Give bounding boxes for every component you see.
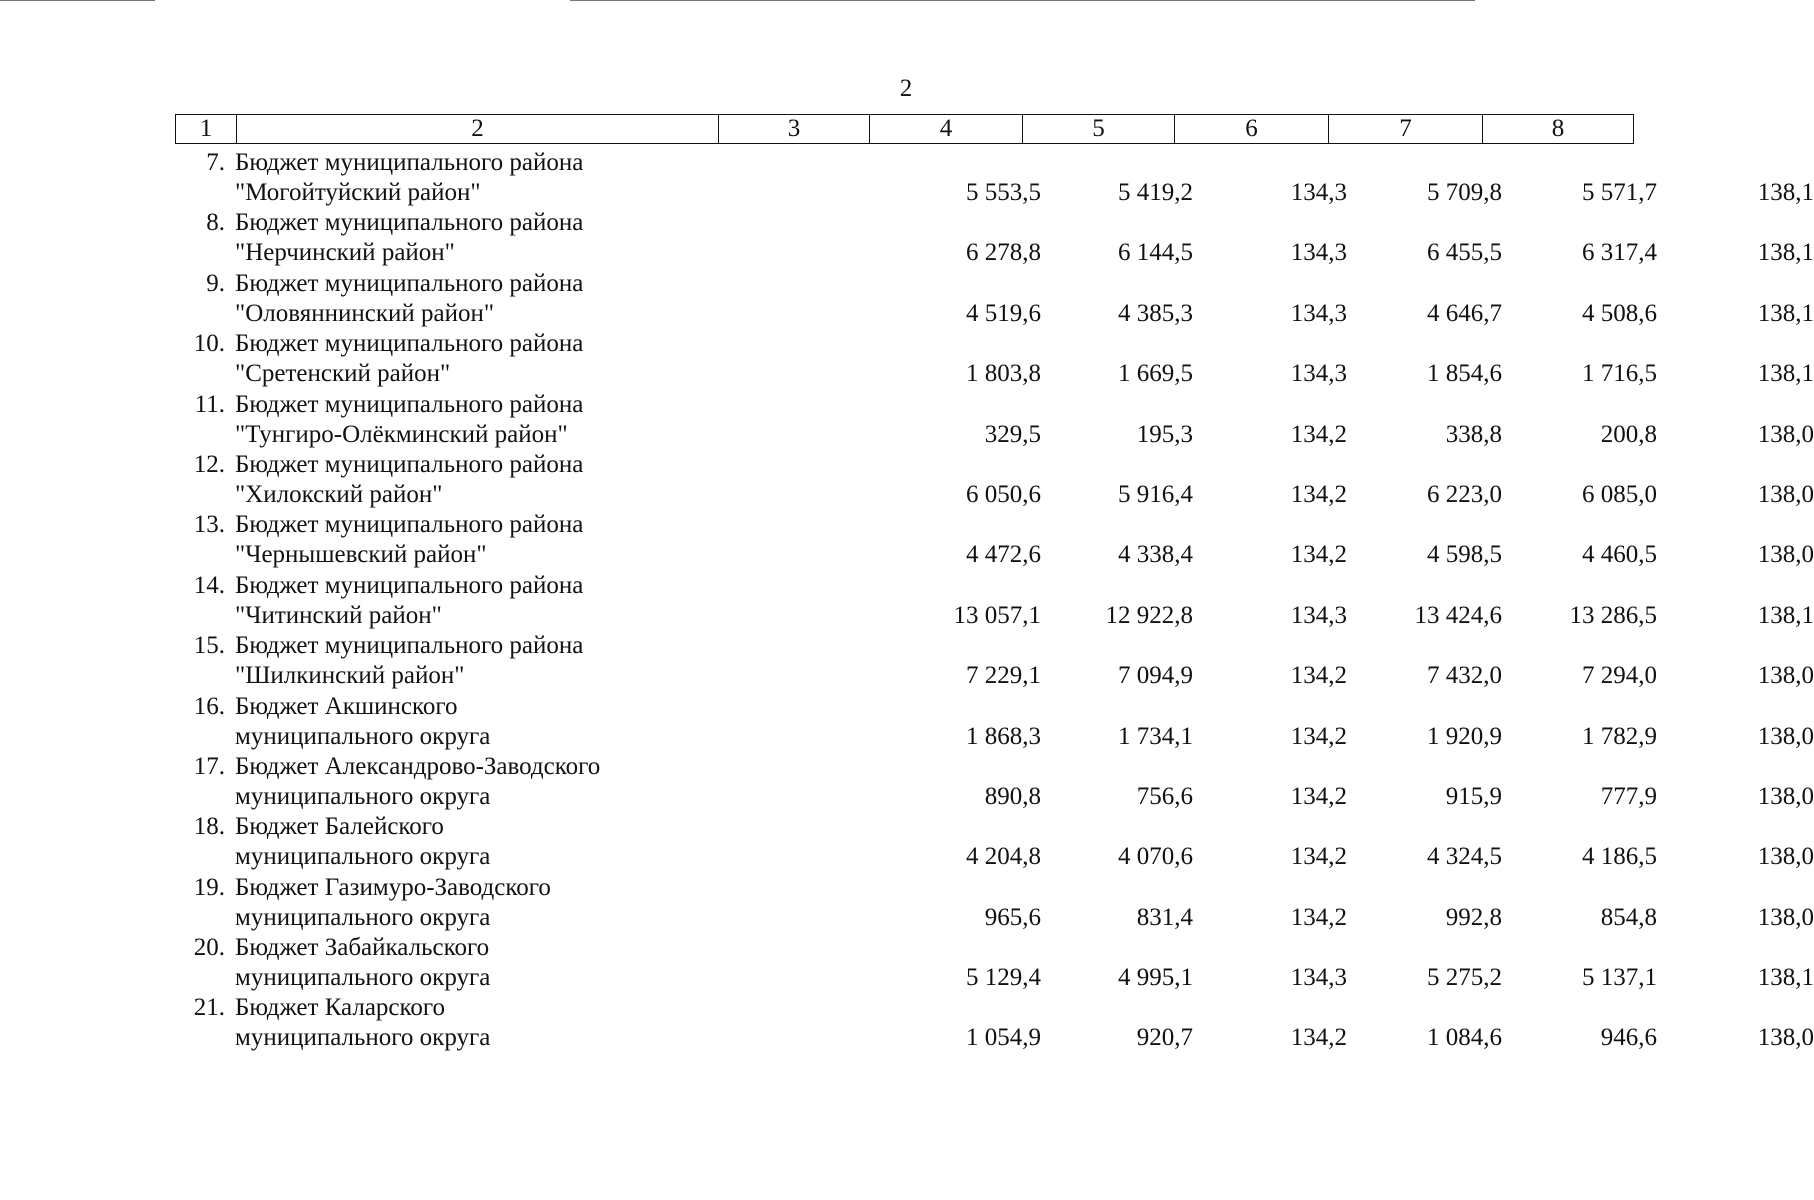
cell-col-7: 7 294,0: [1582, 662, 1657, 690]
cell-col-4: 831,4: [1136, 903, 1193, 931]
header-col-6: 6: [1175, 115, 1329, 143]
row-name-line1: Бюджет муниципального района: [235, 330, 584, 358]
table-row: [175, 148, 1814, 208]
table-header: [175, 114, 1634, 144]
cell-col-6: 915,9: [1445, 782, 1502, 810]
cell-col-5: 134,2: [1290, 722, 1347, 750]
row-name-line2: "Могойтуйский район": [235, 179, 481, 206]
cell-col-3: 5 129,4: [966, 964, 1041, 992]
scan-edge-line: [0, 0, 155, 1]
cell-col-4: 1 669,5: [1118, 360, 1193, 388]
row-name-line2: муниципального округа: [235, 782, 491, 810]
cell-col-8: 138,0: [1757, 662, 1814, 690]
cell-col-7: 4 186,5: [1582, 843, 1657, 871]
cell-col-5: 134,2: [1290, 782, 1347, 810]
cell-col-8: 138,0: [1757, 420, 1814, 448]
header-col-1: 1: [176, 115, 237, 143]
cell-col-6: 1 920,9: [1427, 722, 1502, 750]
cell-col-4: 4 995,1: [1118, 964, 1193, 992]
cell-col-8: 138,1: [1757, 601, 1814, 629]
row-name: [235, 692, 755, 752]
cell-col-8: 138,1: [1757, 360, 1814, 388]
cell-col-4: 1 734,1: [1118, 722, 1193, 750]
row-name: [235, 812, 755, 872]
row-name-line2: "Тунгиро-Олёкминский район": [235, 420, 568, 448]
cell-col-8: 138,1: [1757, 964, 1814, 992]
cell-col-4: 195,3: [1136, 420, 1193, 448]
cell-col-3: 1 803,8: [966, 360, 1041, 388]
row-name-line1: Бюджет муниципального района: [235, 149, 584, 176]
cell-col-6: 7 432,0: [1427, 662, 1502, 690]
header-col-5: 5: [1023, 115, 1175, 143]
cell-col-5: 134,3: [1290, 299, 1347, 327]
cell-col-3: 13 057,1: [953, 601, 1041, 629]
cell-col-7: 946,6: [1600, 1024, 1657, 1052]
row-name: [235, 571, 755, 631]
cell-col-6: 13 424,6: [1414, 601, 1502, 629]
cell-col-3: 7 229,1: [966, 662, 1041, 690]
row-number: 12.: [193, 450, 225, 478]
row-name-line1: Бюджет муниципального района: [235, 511, 584, 539]
cell-col-6: 992,8: [1445, 903, 1502, 931]
row-name-line2: муниципального округа: [235, 722, 491, 750]
cell-col-5: 134,2: [1290, 843, 1347, 871]
cell-col-7: 13 286,5: [1569, 601, 1657, 629]
cell-col-3: 6 278,8: [966, 239, 1041, 267]
cell-col-6: 1 084,6: [1427, 1024, 1502, 1052]
row-number: 8.: [206, 209, 225, 237]
row-number: 14.: [193, 571, 225, 599]
row-name: [235, 510, 755, 570]
row-number: 16.: [193, 692, 225, 720]
table-row: [175, 692, 1814, 752]
cell-col-5: 134,3: [1290, 964, 1347, 992]
table-body: [175, 148, 1814, 1054]
cell-col-6: 4 598,5: [1427, 541, 1502, 569]
row-number: 18.: [193, 813, 225, 841]
cell-col-3: 5 553,5: [966, 179, 1041, 206]
row-name: [235, 993, 755, 1053]
cell-col-4: 756,6: [1136, 782, 1193, 810]
row-name-line1: Бюджет муниципального района: [235, 209, 584, 237]
row-name-line1: Бюджет Балейского: [235, 813, 444, 841]
row-number: 15.: [193, 632, 225, 660]
table-row: [175, 752, 1814, 812]
cell-col-8: 138,0: [1757, 480, 1814, 508]
row-number: 9.: [206, 269, 225, 297]
cell-col-7: 1 716,5: [1582, 360, 1657, 388]
cell-col-4: 6 144,5: [1118, 239, 1193, 267]
cell-col-6: 5 275,2: [1427, 964, 1502, 992]
row-number: 7.: [206, 149, 225, 176]
cell-col-8: 138,0: [1757, 843, 1814, 871]
row-number: 10.: [193, 330, 225, 358]
table-row: [175, 571, 1814, 631]
cell-col-8: 138,0: [1757, 782, 1814, 810]
cell-col-7: 1 782,9: [1582, 722, 1657, 750]
cell-col-3: 6 050,6: [966, 480, 1041, 508]
scan-edge-line: [570, 0, 1475, 1]
cell-col-3: 4 204,8: [966, 843, 1041, 871]
cell-col-3: 890,8: [984, 782, 1041, 810]
cell-col-3: 329,5: [984, 420, 1041, 448]
row-name-line1: Бюджет муниципального района: [235, 390, 584, 418]
header-col-4: 4: [870, 115, 1023, 143]
cell-col-6: 6 455,5: [1427, 239, 1502, 267]
header-col-2: 2: [237, 115, 719, 143]
cell-col-5: 134,3: [1290, 239, 1347, 267]
cell-col-3: 1 868,3: [966, 722, 1041, 750]
cell-col-5: 134,3: [1290, 360, 1347, 388]
cell-col-4: 5 916,4: [1118, 480, 1193, 508]
header-col-7: 7: [1329, 115, 1483, 143]
cell-col-6: 6 223,0: [1427, 480, 1502, 508]
row-name: [235, 873, 755, 933]
row-name: [235, 208, 755, 268]
row-name-line2: муниципального округа: [235, 1024, 491, 1052]
cell-col-5: 134,2: [1290, 480, 1347, 508]
row-name-line1: Бюджет муниципального района: [235, 269, 584, 297]
cell-col-8: 138,0: [1757, 903, 1814, 931]
row-name-line2: "Оловяннинский район": [235, 299, 495, 327]
cell-col-7: 6 317,4: [1582, 239, 1657, 267]
row-name-line1: Бюджет муниципального района: [235, 571, 584, 599]
cell-col-7: 5 137,1: [1582, 964, 1657, 992]
row-name-line2: муниципального округа: [235, 843, 491, 871]
cell-col-5: 134,3: [1290, 601, 1347, 629]
row-number: 21.: [193, 994, 225, 1022]
row-name-line2: "Чернышевский район": [235, 541, 487, 569]
row-name-line1: Бюджет муниципального района: [235, 632, 584, 660]
cell-col-5: 134,2: [1290, 662, 1347, 690]
cell-col-7: 200,8: [1600, 420, 1657, 448]
cell-col-8: 138,1: [1757, 179, 1814, 206]
cell-col-5: 134,2: [1290, 541, 1347, 569]
table-row: [175, 390, 1814, 450]
header-col-8: 8: [1551, 115, 1565, 142]
table-row: [175, 993, 1814, 1053]
cell-col-6: 1 854,6: [1427, 360, 1502, 388]
cell-col-7: 4 508,6: [1582, 299, 1657, 327]
cell-col-4: 4 338,4: [1118, 541, 1193, 569]
table-row: [175, 329, 1814, 389]
table-row: [175, 812, 1814, 872]
row-number: 13.: [193, 511, 225, 539]
table-row: [175, 631, 1814, 691]
cell-col-5: 134,2: [1290, 420, 1347, 448]
cell-col-7: 4 460,5: [1582, 541, 1657, 569]
cell-col-7: 854,8: [1600, 903, 1657, 931]
cell-col-6: 338,8: [1445, 420, 1502, 448]
table-row: [175, 269, 1814, 329]
cell-col-7: 6 085,0: [1582, 480, 1657, 508]
row-name: [235, 450, 755, 510]
cell-col-7: 5 571,7: [1582, 179, 1657, 206]
cell-col-4: 920,7: [1136, 1024, 1193, 1052]
cell-col-4: 4 070,6: [1118, 843, 1193, 871]
row-name-line2: "Читинский район": [235, 601, 442, 629]
cell-col-6: 4 646,7: [1427, 299, 1502, 327]
cell-col-8: 138,1: [1757, 239, 1814, 267]
table-row: [175, 873, 1814, 933]
cell-col-8: 138,1: [1757, 299, 1814, 327]
cell-col-4: 5 419,2: [1118, 179, 1193, 206]
table-row: [175, 933, 1814, 993]
cell-col-3: 4 472,6: [966, 541, 1041, 569]
row-name: [235, 390, 755, 450]
row-name-line2: муниципального округа: [235, 903, 491, 931]
cell-col-7: 777,9: [1600, 782, 1657, 810]
table-row: [175, 510, 1814, 570]
row-name-line1: Бюджет Забайкальского: [235, 934, 490, 962]
table-row: [175, 208, 1814, 268]
row-number: 17.: [193, 752, 225, 780]
cell-col-8: 138,0: [1757, 541, 1814, 569]
row-name-line1: Бюджет Александрово-Заводского: [235, 752, 601, 780]
row-name-line2: "Шилкинский район": [235, 662, 465, 690]
cell-col-6: 4 324,5: [1427, 843, 1502, 871]
row-name-line1: Бюджет Акшинского: [235, 692, 458, 720]
row-name: [235, 329, 755, 389]
cell-col-8: 138,0: [1757, 1024, 1814, 1052]
row-name-line1: Бюджет Газимуро-Заводского: [235, 873, 551, 901]
header-col-3: 3: [719, 115, 870, 143]
cell-col-3: 1 054,9: [966, 1024, 1041, 1052]
row-number: 20.: [193, 934, 225, 962]
row-name-line1: Бюджет муниципального района: [235, 450, 584, 478]
row-name-line2: муниципального округа: [235, 964, 491, 992]
row-number: 19.: [193, 873, 225, 901]
row-name-line2: "Нерчинский район": [235, 239, 455, 267]
row-name-line2: "Хилокский район": [235, 480, 443, 508]
cell-col-3: 4 519,6: [966, 299, 1041, 327]
row-name: [235, 631, 755, 691]
table-row: [175, 450, 1814, 510]
row-name: [235, 933, 755, 993]
cell-col-6: 5 709,8: [1427, 179, 1502, 206]
cell-col-3: 965,6: [984, 903, 1041, 931]
cell-col-4: 4 385,3: [1118, 299, 1193, 327]
row-name-line1: Бюджет Каларского: [235, 994, 446, 1022]
cell-col-5: 134,2: [1290, 1024, 1347, 1052]
cell-col-4: 7 094,9: [1118, 662, 1193, 690]
cell-col-5: 134,3: [1290, 179, 1347, 206]
row-name: [235, 148, 755, 208]
row-name: [235, 752, 755, 812]
cell-col-8: 138,0: [1757, 722, 1814, 750]
cell-col-4: 12 922,8: [1105, 601, 1193, 629]
row-name: [235, 269, 755, 329]
row-name-line2: "Сретенский район": [235, 360, 451, 388]
cell-col-5: 134,2: [1290, 903, 1347, 931]
row-number: 11.: [194, 390, 225, 418]
page-number: 2: [899, 75, 913, 102]
